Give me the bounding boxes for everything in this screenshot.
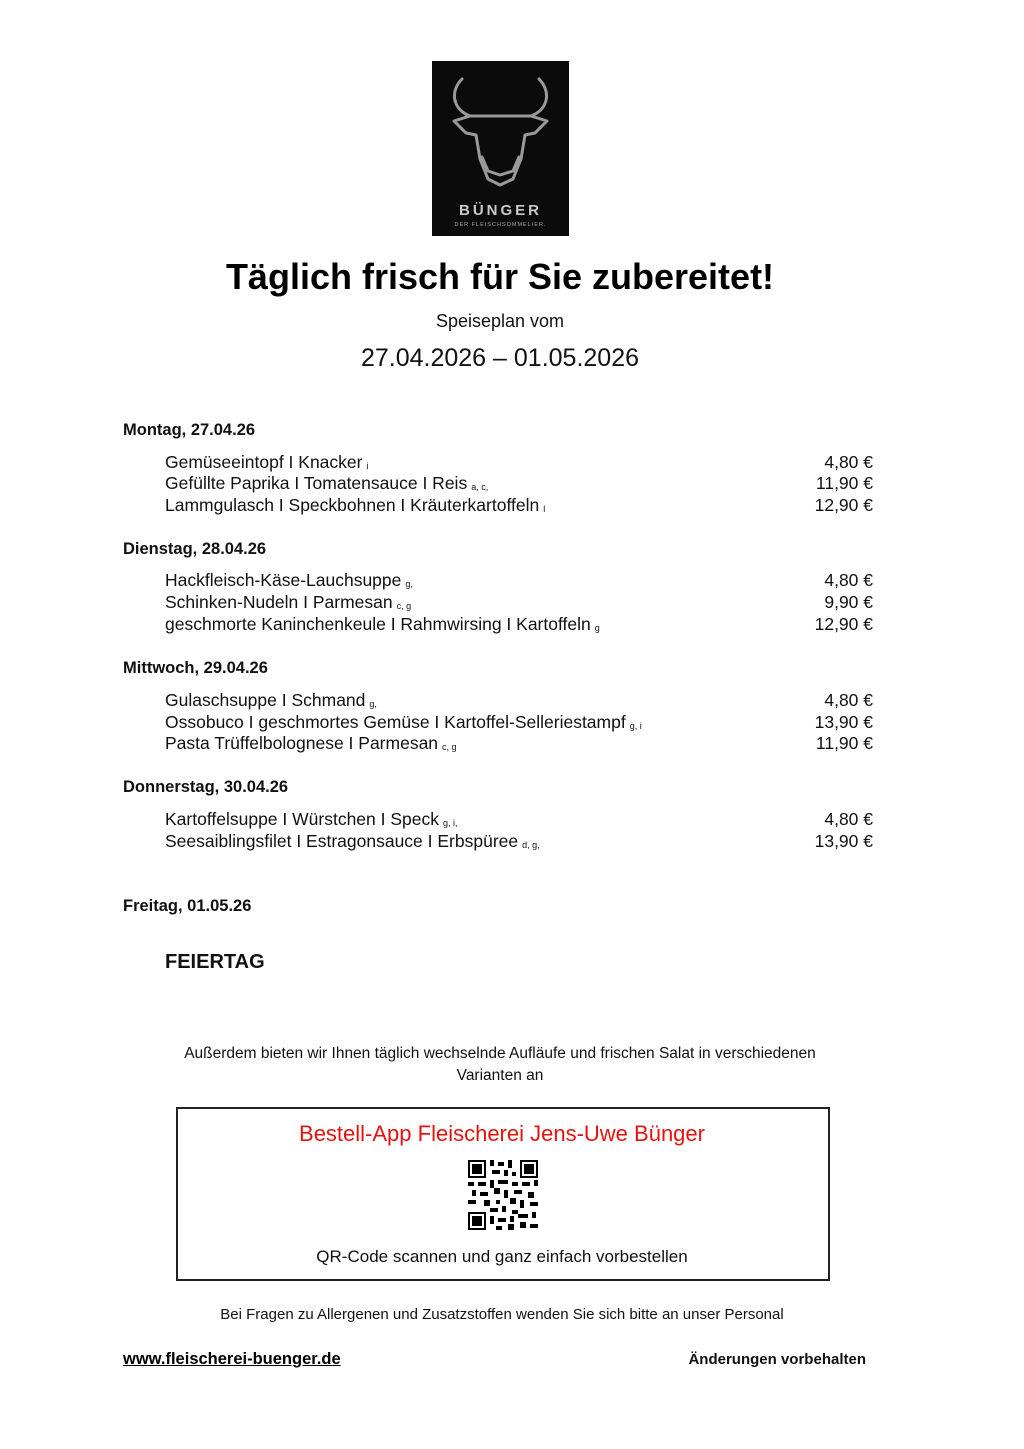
day-heading-monday: Montag, 27.04.26	[123, 421, 256, 439]
allergen-codes: g,	[369, 699, 377, 709]
dish-name: Seesaiblingsfilet I Estragonsauce I Erbspüree	[165, 831, 519, 851]
dish-price: 13,90 €	[814, 712, 873, 732]
menu-item	[165, 452, 873, 474]
menu-item	[165, 570, 873, 592]
page-title: Täglich frisch für Sie zubereitet!	[225, 256, 775, 297]
allergen-codes: d, g,	[522, 840, 540, 850]
allergen-codes: l	[543, 504, 546, 514]
order-app-title: Bestell-App Fleischerei Jens-Uwe Bünger	[299, 1121, 705, 1146]
allergen-note: Bei Fragen zu Allergenen und Zusatzstoffen wenden Sie sich bitte an unser Personal	[220, 1306, 784, 1323]
dish-price: 4,80 €	[824, 452, 873, 472]
dish-name: Kartoffelsuppe I Würstchen I Speck	[165, 809, 439, 829]
allergen-codes: g, i,	[442, 818, 458, 828]
dish-name: Lammgulasch I Speckbohnen I Kräuterkartoffeln	[165, 495, 540, 515]
website-link[interactable]: www.fleischerei-buenger.de	[123, 1350, 341, 1368]
allergen-codes: a, c,	[471, 482, 489, 492]
qr-code-icon[interactable]	[468, 1160, 538, 1230]
allergen-codes: g,	[405, 579, 413, 589]
bull-head-icon	[432, 61, 569, 201]
brand-tagline: DER FLEISCHSOMMELIER.	[454, 222, 547, 228]
dish-name: Schinken-Nudeln I Parmesan	[165, 592, 393, 612]
allergen-codes: g	[594, 623, 600, 633]
dish-price: 4,80 €	[824, 570, 873, 590]
brand-name: BÜNGER	[458, 202, 542, 219]
dish-price: 11,90 €	[815, 733, 873, 753]
dish-name: Hackfleisch-Käse-Lauchsuppe	[165, 570, 402, 590]
dish-name: Ossobuco I geschmortes Gemüse I Kartoffel-Selleriestampf	[165, 712, 626, 732]
dish-price: 13,90 €	[814, 831, 873, 851]
day-heading-tuesday: Dienstag, 28.04.26	[123, 540, 267, 558]
dish-price: 4,80 €	[824, 690, 873, 710]
dish-name: Gulaschsuppe I Schmand	[165, 690, 366, 710]
dish-price: 12,90 €	[814, 495, 873, 515]
allergen-codes: c, g	[442, 742, 457, 752]
dish-price: 11,90 €	[815, 473, 873, 493]
menu-item	[165, 473, 873, 495]
dish-name: Pasta Trüffelbolognese I Parmesan	[165, 733, 439, 753]
changes-note: Änderungen vorbehalten	[688, 1351, 866, 1368]
menu-date-range: 27.04.2026 – 01.05.2026	[360, 344, 640, 372]
dish-name: Gemüseeintopf I Knacker	[165, 452, 363, 472]
dish-price: 4,80 €	[824, 809, 873, 829]
dish-price: 12,90 €	[814, 614, 873, 634]
allergen-codes: g, i	[629, 721, 642, 731]
menu-item	[165, 733, 873, 755]
day-heading-thursday: Donnerstag, 30.04.26	[123, 778, 289, 796]
extra-info-line1: Außerdem bieten wir Ihnen täglich wechselnde Aufläufe und frischen Salat in verschiedenen	[184, 1045, 816, 1062]
menu-item	[165, 712, 873, 734]
dish-price: 9,90 €	[824, 592, 873, 612]
holiday-label: FEIERTAG	[165, 951, 265, 973]
brand-logo	[432, 61, 569, 236]
extra-info	[0, 1043, 1000, 1087]
allergen-codes: i	[366, 461, 369, 471]
day-heading-wednesday: Mittwoch, 29.04.26	[123, 659, 268, 677]
order-app-note: QR-Code scannen und ganz einfach vorbestellen	[316, 1247, 688, 1266]
day-heading-friday: Freitag, 01.05.26	[123, 897, 252, 915]
menu-item	[165, 809, 873, 831]
dish-name: geschmorte Kaninchenkeule I Rahmwirsing I Kartoffeln	[165, 614, 591, 634]
menu-item	[165, 690, 873, 712]
menu-item	[165, 495, 873, 517]
allergen-codes: c, g	[396, 601, 412, 611]
menu-item	[165, 592, 873, 614]
dish-name: Gefüllte Paprika I Tomatensauce I Reis	[165, 473, 468, 493]
menu-subtitle: Speiseplan vom	[435, 311, 565, 331]
menu-item	[165, 614, 873, 636]
extra-info-line2: Varianten an	[456, 1067, 544, 1084]
menu-item	[165, 831, 873, 853]
